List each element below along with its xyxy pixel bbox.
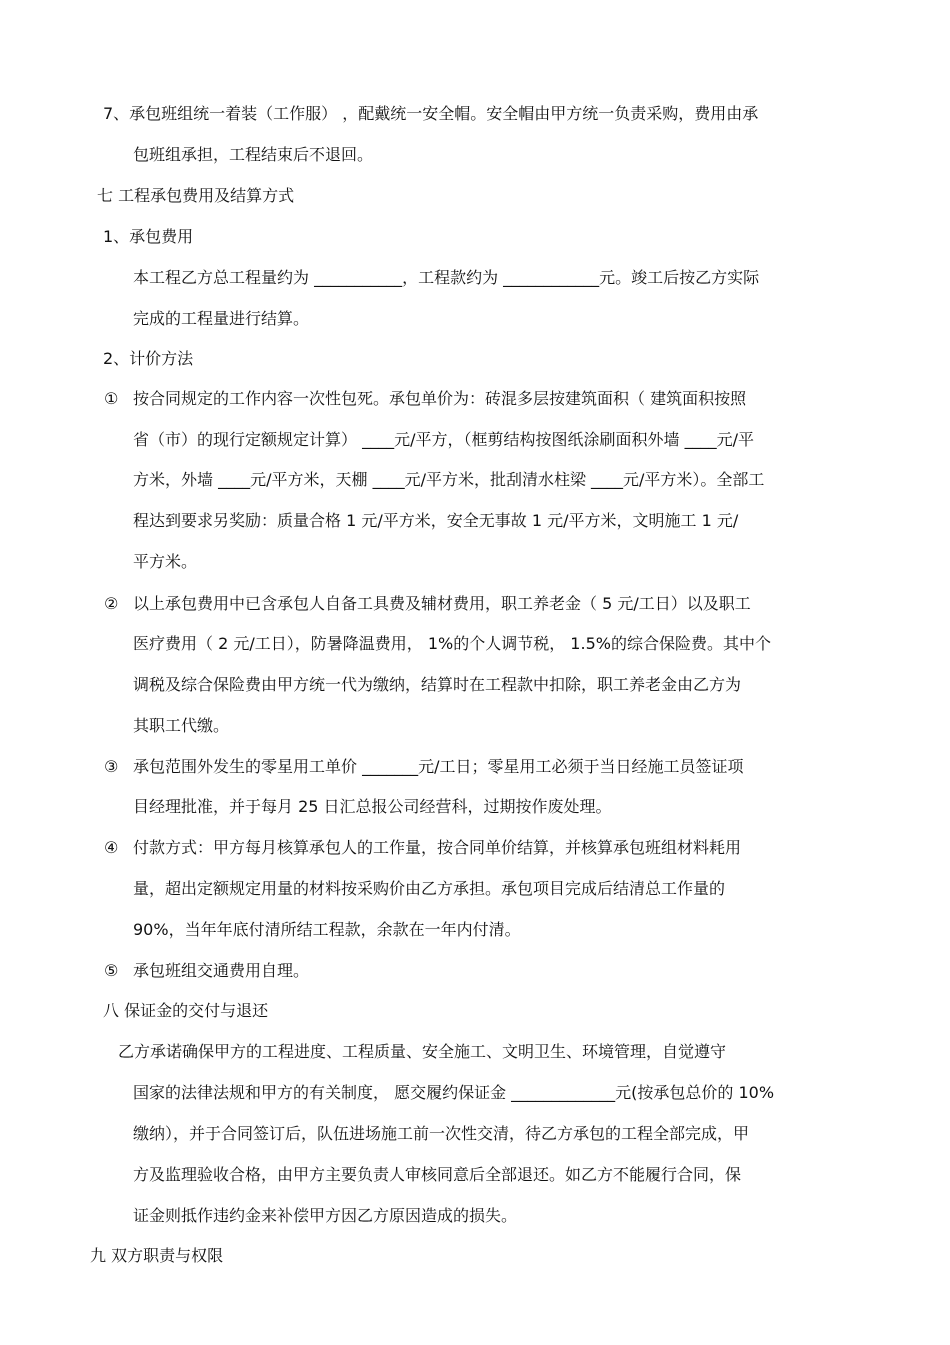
text-line: 7、承包班组统一着装（工作服） ，配戴统一安全帽。安全帽由甲方统一负责采购，费用由承 (103, 104, 759, 123)
circled-number-marker: ④ (104, 838, 119, 857)
text-line: 国家的法律法规和甲方的有关制度， 愿交履约保证金 _____________元(按承包总价的 10% (133, 1083, 775, 1102)
text-line: 90%，当年年底付清所结工程款，余款在一年内付清。 (133, 920, 521, 939)
circled-number-marker: ② (104, 594, 119, 613)
text-line: 本工程乙方总工程量约为 ___________，工程款约为 ____________元。竣工后按乙方实际 (133, 268, 760, 287)
section-heading: 七 工程承包费用及结算方式 (97, 186, 295, 205)
text-line: 方米，外墙 ____元/平方米，天棚 ____元/平方米，批刮清水柱梁 ____元/平方米）。全部工 (133, 470, 765, 489)
text-line: 医疗费用（ 2 元/工日），防暑降温费用， 1%的个人调节税， 1.5%的综合保险费。其中个 (133, 634, 771, 653)
text-line: 其职工代缴。 (133, 716, 230, 735)
text-line: 完成的工程量进行结算。 (133, 309, 310, 328)
text-line: 按合同规定的工作内容一次性包死。承包单价为：砖混多层按建筑面积（ 建筑面积按照 (133, 389, 747, 408)
text-line: 证金则抵作违约金来补偿甲方因乙方原因造成的损失。 (133, 1206, 518, 1225)
text-line: 省（市）的现行定额规定计算） ____元/平方，（框剪结构按图纸涂刷面积外墙 ____元/平 (133, 430, 754, 449)
text-line: 承包范围外发生的零星用工单价 _______元/工日；零星用工必须于当日经施工员签证项 (133, 757, 744, 776)
subsection-heading: 1、承包费用 (103, 227, 194, 246)
circled-number-marker: ③ (104, 757, 119, 776)
text-line: 量，超出定额规定用量的材料按采购价由乙方承担。承包项目完成后结清总工作量的 (133, 879, 726, 898)
subsection-heading: 2、计价方法 (103, 349, 194, 368)
circled-number-marker: ① (104, 389, 119, 408)
text-line: 目经理批准，并于每月 25 日汇总报公司经营科，过期按作废处理。 (133, 797, 612, 816)
text-line: 调税及综合保险费由甲方统一代为缴纳，结算时在工程款中扣除，职工养老金由乙方为 (133, 675, 742, 694)
circled-number-marker: ⑤ (104, 961, 119, 980)
text-line: 乙方承诺确保甲方的工程进度、工程质量、安全施工、文明卫生、环境管理，自觉遵守 (118, 1042, 727, 1061)
text-line: 付款方式：甲方每月核算承包人的工作量，按合同单价结算，并核算承包班组材料耗用 (133, 838, 742, 857)
text-line: 缴纳），并于合同签订后，队伍进场施工前一次性交清，待乙方承包的工程全部完成，甲 (133, 1124, 750, 1143)
section-heading: 九 双方职责与权限 (90, 1246, 224, 1265)
text-line: 平方米。 (133, 552, 198, 571)
text-line: 以上承包费用中已含承包人自备工具费及辅材费用，职工养老金（ 5 元/工日）以及职工 (133, 594, 751, 613)
text-line: 承包班组交通费用自理。 (133, 961, 310, 980)
section-heading: 八 保证金的交付与退还 (103, 1001, 269, 1020)
text-line: 方及监理验收合格，由甲方主要负责人审核同意后全部退还。如乙方不能履行合同，保 (133, 1165, 742, 1184)
text-line: 包班组承担，工程结束后不退回。 (133, 145, 374, 164)
text-line: 程达到要求另奖励：质量合格 1 元/平方米，安全无事故 1 元/平方米，文明施工 1 元/ (133, 511, 739, 530)
